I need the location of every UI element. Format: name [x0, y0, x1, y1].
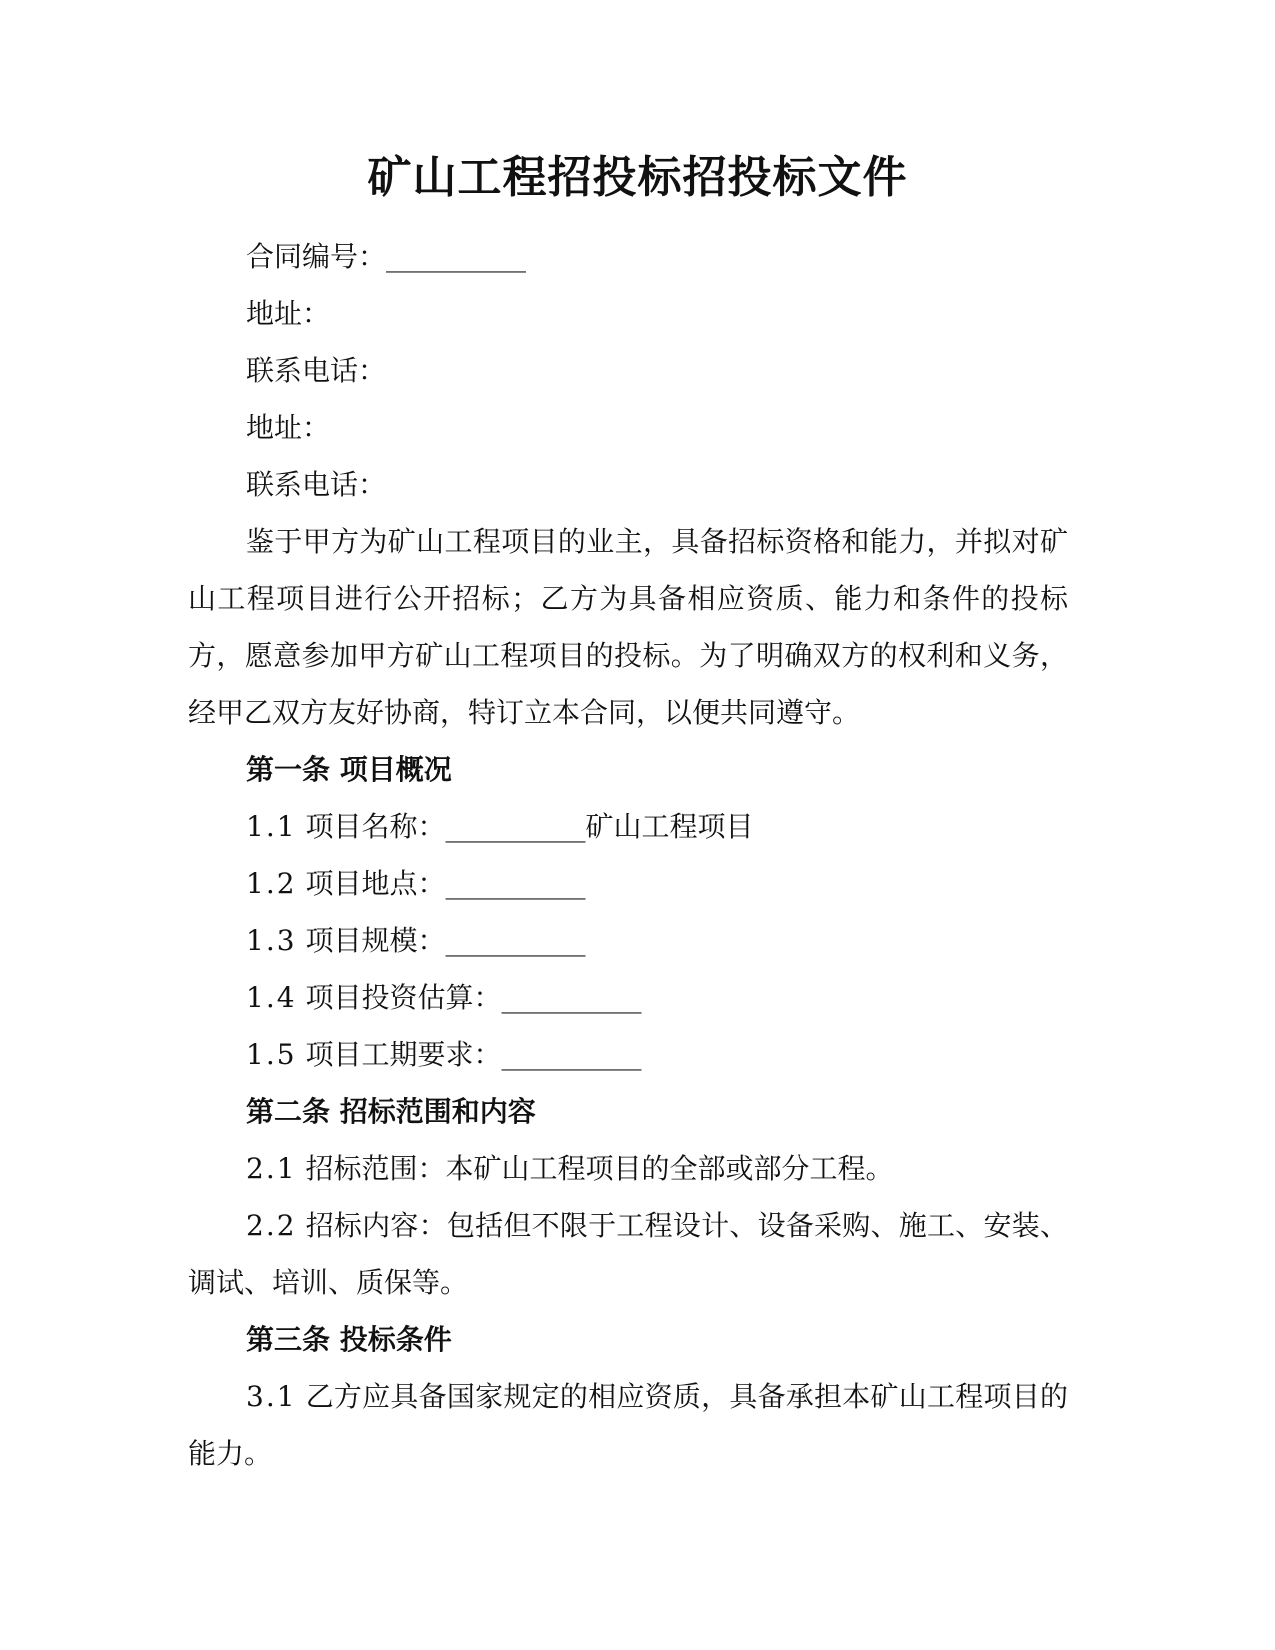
clause-number: 1.2	[246, 867, 297, 900]
clause-2-1	[188, 1140, 1068, 1197]
clause-number: 2.1	[246, 1152, 297, 1185]
address-field	[188, 285, 1068, 342]
clause-3-1	[188, 1368, 1068, 1482]
clause-1-4	[188, 969, 1068, 1026]
phone-field	[188, 342, 1068, 399]
document-title: 矿山工程招投标招投标文件	[367, 152, 908, 203]
address-label: 地址：	[246, 297, 331, 330]
address-label-2: 地址：	[246, 411, 331, 444]
clause-1-2	[188, 855, 1068, 912]
phone-field-2	[188, 456, 1068, 513]
clause-text: 项目投资估算：__________	[305, 981, 642, 1014]
clause-2-2	[188, 1197, 1068, 1311]
phone-label: 联系电话：	[246, 354, 387, 387]
clause-number: 1.5	[246, 1038, 297, 1071]
clause-text: 项目工期要求：__________	[305, 1038, 642, 1071]
clause-number: 1.4	[246, 981, 297, 1014]
clause-text: 招标内容：包括但不限于工程设计、设备采购、施工、安装、调试、培训、质保等。	[188, 1209, 1068, 1299]
section-heading-3: 第三条 投标条件	[246, 1323, 452, 1356]
address-field-2	[188, 399, 1068, 456]
clause-1-5	[188, 1026, 1068, 1083]
clause-1-1	[188, 798, 1068, 855]
clause-number: 2.2	[246, 1209, 297, 1242]
contract-number-label: 合同编号：	[246, 240, 387, 273]
section-heading-1: 第一条 项目概况	[246, 753, 452, 786]
contract-number-field	[188, 228, 1068, 285]
clause-text: 项目名称：__________矿山工程项目	[305, 810, 754, 843]
clause-text: 项目地点：__________	[305, 867, 586, 900]
section-heading-2: 第二条 招标范围和内容	[246, 1095, 536, 1128]
contract-number-value: __________	[386, 240, 527, 273]
clause-number: 1.3	[246, 924, 297, 957]
clause-text: 乙方应具备国家规定的相应资质，具备承担本矿山工程项目的能力。	[188, 1380, 1068, 1470]
preamble-paragraph: 鉴于甲方为矿山工程项目的业主，具备招标资格和能力，并拟对矿山工程项目进行公开招标；乙方为具备相应资质、能力和条件的投标方，愿意参加甲方矿山工程项目的投标。为了明确双方的权利和义务，经甲乙双方友好协商，特订立本合同，以便共同遵守。	[188, 525, 1068, 729]
clause-1-3	[188, 912, 1068, 969]
clause-number: 1.1	[246, 810, 297, 843]
clause-number: 3.1	[246, 1380, 297, 1413]
clause-text: 项目规模：__________	[305, 924, 586, 957]
document-body	[188, 228, 1068, 1482]
phone-label-2: 联系电话：	[246, 468, 387, 501]
clause-text: 招标范围：本矿山工程项目的全部或部分工程。	[305, 1152, 894, 1185]
